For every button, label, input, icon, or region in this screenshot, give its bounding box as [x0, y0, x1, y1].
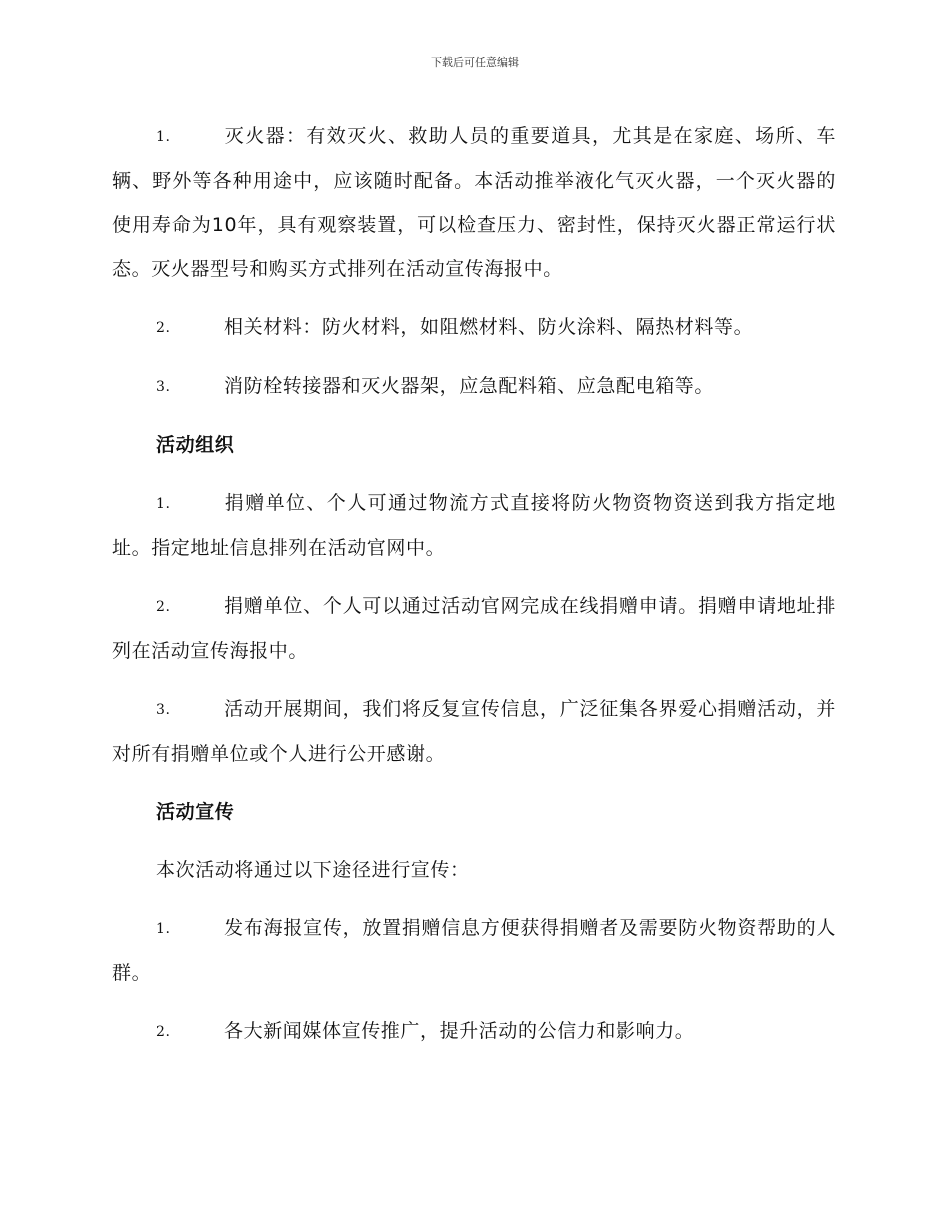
list-number: 2. [156, 1024, 171, 1040]
list-number: 2. [156, 320, 171, 336]
section-heading-organization: 活动组织 [156, 434, 235, 456]
list-item-materials-1 [112, 114, 836, 291]
list-item-text: 灭火器：有效灭火、救助人员的重要道具，尤其是在家庭、场所、车辆、野外等各种用途中，应该随时配备。本活动推举液化气灭火器，一个灭火器的使用寿命为10年，具有观察装置，可以检查压力、密封性，保持灭火器正常运行状态。灭火器型号和购买方式排列在活动宣传海报中。 [112, 125, 836, 280]
list-item-promotion-1 [112, 906, 836, 995]
list-item-text: 活动开展期间，我们将反复宣传信息，广泛征集各界爱心捐赠活动，并对所有捐赠单位或个人进行公开感谢。 [112, 698, 836, 765]
list-number: 1. [156, 496, 171, 512]
list-item-materials-2 [112, 305, 836, 350]
section-intro-promotion: 本次活动将通过以下途径进行宣传： [156, 859, 470, 881]
page-header: 下载后可任意编辑 [431, 56, 519, 69]
list-number: 1. [156, 921, 171, 937]
list-item-organization-1 [112, 481, 836, 570]
list-item-organization-3 [112, 687, 836, 776]
list-item-text: 消防栓转接器和灭火器架，应急配料箱、应急配电箱等。 [224, 375, 715, 397]
list-number: 2. [156, 599, 171, 615]
list-item-organization-2 [112, 584, 836, 673]
list-number: 1. [156, 129, 171, 145]
list-number: 3. [156, 379, 171, 395]
list-item-promotion-2 [112, 1009, 836, 1054]
list-number: 3. [156, 702, 171, 718]
section-heading-promotion: 活动宣传 [156, 801, 235, 823]
list-item-text: 捐赠单位、个人可以通过活动官网完成在线捐赠申请。捐赠申请地址排列在活动宣传海报中。 [112, 595, 836, 662]
list-item-text: 各大新闻媒体宣传推广，提升活动的公信力和影响力。 [224, 1020, 695, 1042]
list-item-text: 发布海报宣传，放置捐赠信息方便获得捐赠者及需要防火物资帮助的人群。 [112, 917, 836, 984]
list-item-materials-3 [112, 364, 836, 409]
list-item-text: 相关材料：防火材料，如阻燃材料、防火涂料、隔热材料等。 [224, 316, 754, 338]
list-item-text: 捐赠单位、个人可通过物流方式直接将防火物资物资送到我方指定地址。指定地址信息排列在活动官网中。 [112, 492, 836, 559]
document-body [112, 114, 836, 1068]
